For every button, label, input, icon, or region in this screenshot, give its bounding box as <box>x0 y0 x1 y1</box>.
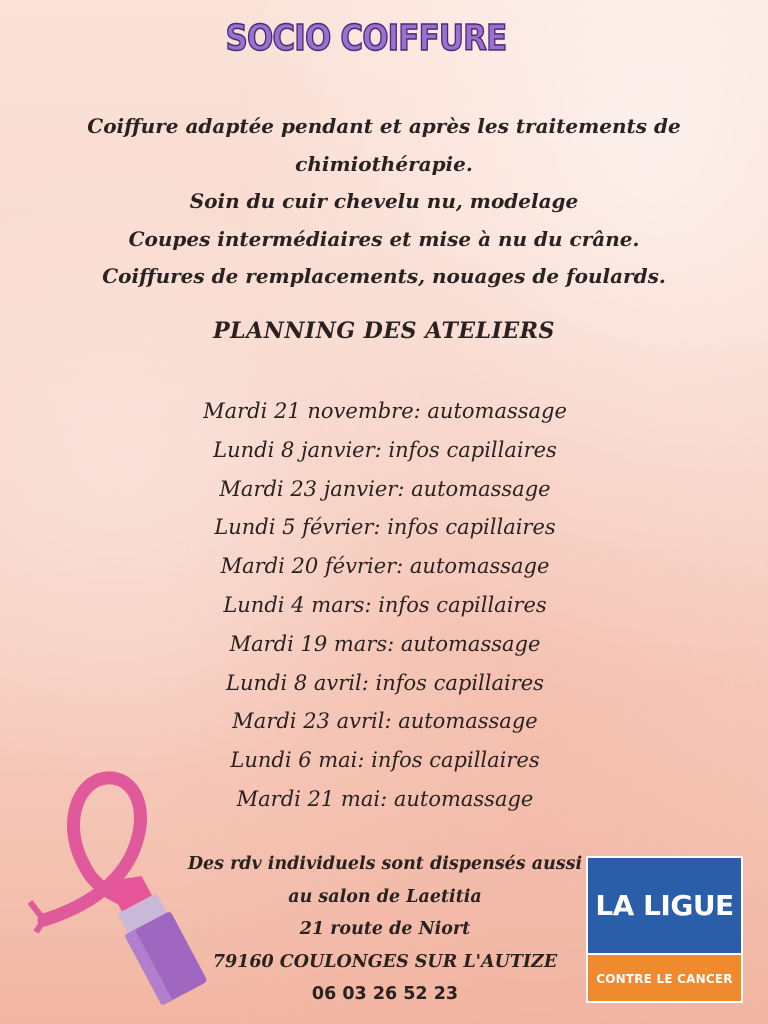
schedule-item: Mardi 23 janvier: automassage <box>219 476 551 501</box>
services-line: Coiffure adaptée pendant et après les traitements de <box>87 114 681 138</box>
schedule-item: Mardi 19 mars: automassage <box>229 631 541 656</box>
schedule-item: Mardi 21 novembre: automassage <box>203 399 567 423</box>
services-line: Soin du cuir chevelu nu, modelage <box>189 189 579 213</box>
page-title: SOCIO COIFFURE <box>225 18 507 59</box>
services-line: Coupes intermédiaires et mise à nu du crâne. <box>128 226 640 251</box>
logo-bottom-text: CONTRE LE CANCER <box>588 953 741 1003</box>
planning-heading: PLANNING DES ATELIERS <box>213 318 555 344</box>
schedule-item: Lundi 8 avril: infos capillaires <box>226 670 544 695</box>
contact-line: au salon de Laetitia <box>288 886 482 907</box>
schedule-item: Mardi 21 mai: automassage <box>236 786 534 811</box>
services-line: chimiothérapie. <box>295 151 473 176</box>
schedule-item: Lundi 6 mai: infos capillaires <box>230 748 540 773</box>
schedule-item: Lundi 8 janvier: infos capillaires <box>213 437 557 462</box>
schedule-item: Mardi 23 avril: automassage <box>232 709 538 734</box>
services-list <box>0 108 768 296</box>
la-ligue-logo <box>586 856 743 1003</box>
schedule-item: Lundi 5 février: infos capillaires <box>214 515 556 540</box>
contact-city: 79160 COULONGES SUR L'AUTIZE <box>212 951 558 972</box>
contact-address: 21 route de Niort <box>299 919 471 939</box>
logo-top-text: LA LIGUE <box>588 858 741 953</box>
schedule-item: Mardi 20 février: automassage <box>220 554 550 579</box>
contact-block <box>170 848 600 1011</box>
schedule-item: Lundi 4 mars: infos capillaires <box>223 592 547 617</box>
contact-phone: 06 03 26 52 23 <box>311 984 459 1004</box>
services-line: Coiffures de remplacements, nouages de foulards. <box>102 264 666 288</box>
workshop-schedule <box>0 392 768 819</box>
contact-line: Des rdv individuels sont dispensés aussi <box>187 854 583 874</box>
